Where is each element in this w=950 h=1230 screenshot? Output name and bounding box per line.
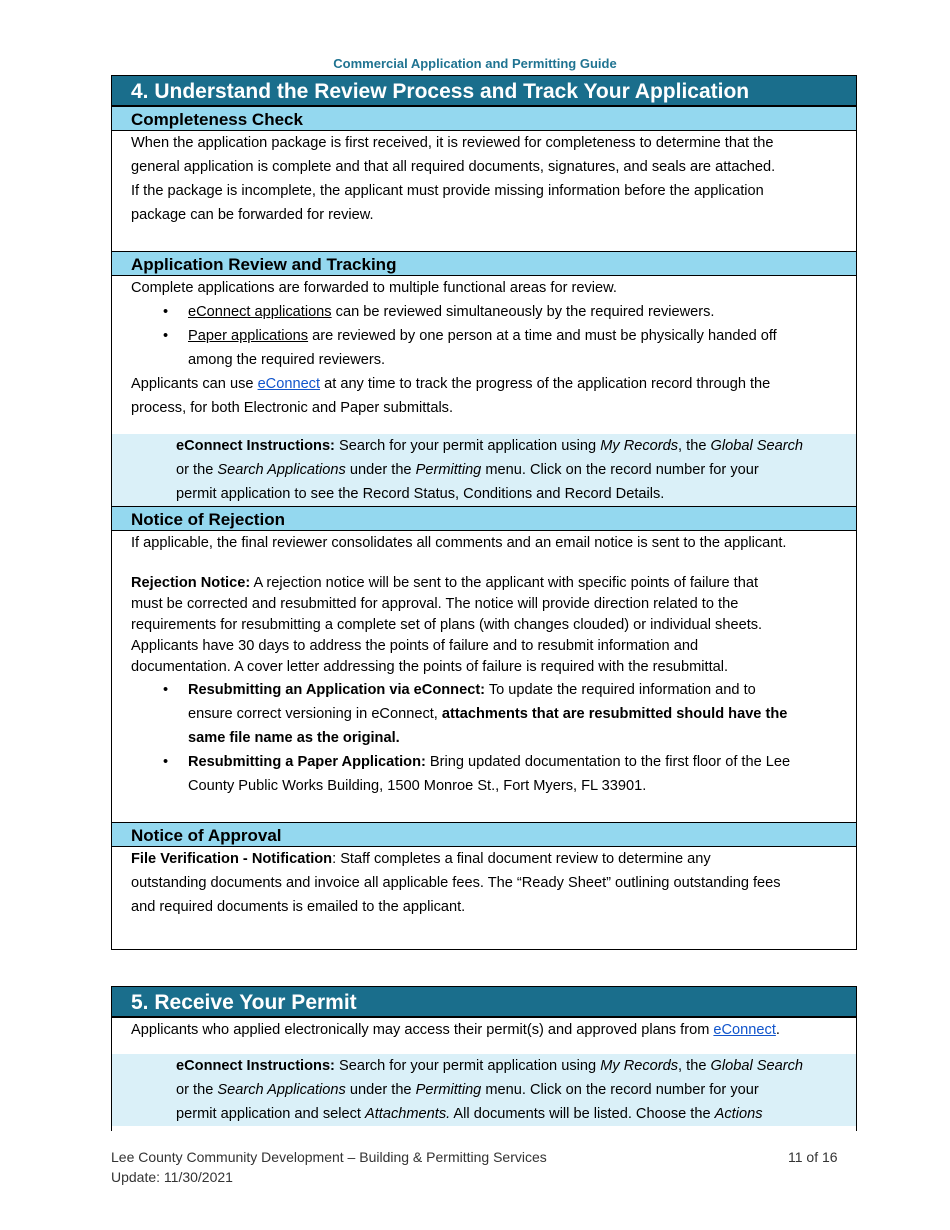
text-run: Search Applications — [217, 462, 346, 478]
section-review-process — [111, 75, 857, 950]
text-line — [131, 1018, 840, 1042]
text-line: Applicants have 30 days to address the points of failure and to resubmit information and — [131, 638, 699, 654]
text-run: All documents will be listed. Choose the — [450, 1106, 715, 1122]
text-run: under the — [345, 1082, 416, 1098]
text-line — [131, 573, 840, 594]
text-line: documentation. A cover letter addressing the points of failure is required with the resubmittal. — [131, 659, 729, 675]
text-line — [176, 1054, 840, 1078]
text-line: process, for both Electronic and Paper submittals. — [131, 400, 454, 416]
text-line: If the package is incomplete, the applicant must provide missing information before the application — [131, 183, 764, 199]
text-line: must be corrected and resubmitted for approval. The notice will provide direction related to the — [131, 596, 739, 612]
footer-org: Lee County Community Development – Building & Permitting Services — [111, 1149, 547, 1165]
econnect-instructions — [112, 1054, 856, 1126]
text-line: and required documents is emailed to the applicant. — [131, 899, 466, 915]
list-item — [131, 324, 840, 372]
text-run: Global Search — [710, 1058, 803, 1074]
list-item — [131, 750, 840, 798]
text-run: Search for your permit application using — [334, 438, 601, 454]
footer-update: Update: 11/30/2021 — [111, 1169, 233, 1185]
text-run: Attachments. — [365, 1106, 451, 1122]
text-run: : Staff completes a final document review to determine any — [332, 851, 711, 867]
text-run: Global Search — [710, 438, 803, 454]
rejection-notice — [131, 573, 840, 678]
subheading-completeness: Completeness Check — [112, 106, 856, 131]
bullet-icon: • — [163, 304, 169, 320]
text-run: under the — [345, 462, 416, 478]
rejection-notice-label: Rejection Notice: — [131, 575, 251, 591]
econnect-link[interactable]: eConnect — [257, 376, 321, 392]
text-line: package can be forwarded for review. — [131, 207, 374, 223]
text-run: Permitting — [415, 1082, 482, 1098]
text-line: permit application to see the Record Status, Conditions and Record Details. — [176, 486, 665, 502]
subheading-review-tracking: Application Review and Tracking — [112, 251, 856, 276]
bullet-icon: • — [163, 754, 169, 770]
text-run: Applicants can use — [131, 376, 258, 392]
text-line: requirements for resubmitting a complete set of plans (with changes clouded) or individual sheets. — [131, 617, 763, 633]
text-run: A rejection notice will be sent to the applicant with specific points of failure that — [250, 575, 759, 591]
text-line — [176, 1102, 840, 1126]
text-line: Complete applications are forwarded to multiple functional areas for review. — [131, 280, 617, 296]
text-line — [131, 372, 840, 396]
section-title: 4. Understand the Review Process and Track Your Application — [112, 75, 856, 106]
text-run: among the required reviewers. — [188, 352, 386, 368]
text-line: If applicable, the final reviewer consolidates all comments and an email notice is sent to the applicant. — [131, 535, 787, 551]
text-run: can be reviewed simultaneously by the required reviewers. — [331, 304, 715, 320]
text-run: menu. Click on the record number for your — [481, 1082, 759, 1098]
section-title: 5. Receive Your Permit — [112, 986, 856, 1017]
text-run: County Public Works Building, 1500 Monroe St., Fort Myers, FL 33901. — [188, 778, 647, 794]
text-line: general application is complete and that all required documents, signatures, and seals are attached. — [131, 159, 776, 175]
text-run: at any time to track the progress of the application record through the — [320, 376, 771, 392]
permit-text — [112, 1017, 856, 1054]
footer-left — [111, 1147, 547, 1187]
completeness-text — [112, 131, 856, 251]
text-run: My Records — [600, 438, 679, 454]
rejection-text — [112, 531, 856, 822]
text-run: or the — [176, 1082, 218, 1098]
text-line — [176, 458, 840, 482]
instructions-label: eConnect Instructions: — [176, 1058, 335, 1074]
text-run: To update the required information and to — [485, 682, 756, 698]
text-run: menu. Click on the record number for your — [481, 462, 759, 478]
text-run: . — [775, 1022, 780, 1038]
instructions-label: eConnect Instructions: — [176, 438, 335, 454]
text-run: same file name as the original. — [188, 730, 400, 746]
text-line: When the application package is first received, it is reviewed for completeness to determine that the — [131, 135, 774, 151]
paper-applications-text: Paper applications — [188, 328, 309, 344]
text-line — [176, 434, 840, 458]
text-run: Bring updated documentation to the first floor of the Lee — [425, 754, 791, 770]
text-run: Applicants who applied electronically may access their permit(s) and approved plans from — [131, 1022, 714, 1038]
list-item — [131, 300, 840, 324]
page-number: 11 of 16 — [788, 1149, 838, 1165]
text-run: Permitting — [415, 462, 482, 478]
text-run: Actions — [714, 1106, 763, 1122]
econnect-applications-text: eConnect applications — [188, 304, 332, 320]
text-line — [131, 847, 840, 871]
text-run: permit application and select — [176, 1106, 366, 1122]
file-verification-label: File Verification - Notification — [131, 851, 333, 867]
review-text — [112, 276, 856, 434]
text-run: or the — [176, 462, 218, 478]
text-run: Resubmitting a Paper Application: — [188, 754, 426, 770]
text-run: ensure correct versioning in eConnect, — [188, 706, 442, 722]
econnect-instructions — [112, 434, 856, 506]
text-run: Search for your permit application using — [334, 1058, 601, 1074]
text-run: My Records — [600, 1058, 679, 1074]
subheading-rejection: Notice of Rejection — [112, 506, 856, 531]
section-receive-permit — [111, 986, 857, 1131]
text-run: attachments that are resubmitted should have the — [441, 706, 788, 722]
bullet-icon: • — [163, 682, 169, 698]
text-run: , the — [678, 1058, 711, 1074]
bullet-icon: • — [163, 328, 169, 344]
econnect-link[interactable]: eConnect — [713, 1022, 776, 1038]
approval-text — [112, 847, 856, 919]
text-run: Resubmitting an Application via eConnect: — [188, 682, 486, 698]
text-run: are reviewed by one person at a time and must be physically handed off — [308, 328, 777, 344]
list-item — [131, 678, 840, 750]
text-run: Search Applications — [217, 1082, 346, 1098]
text-line — [176, 1078, 840, 1102]
subheading-approval: Notice of Approval — [112, 822, 856, 847]
text-run: , the — [678, 438, 711, 454]
text-line: outstanding documents and invoice all applicable fees. The “Ready Sheet” outlining outstanding fees — [131, 875, 781, 891]
running-header: Commercial Application and Permitting Guide — [333, 56, 617, 71]
